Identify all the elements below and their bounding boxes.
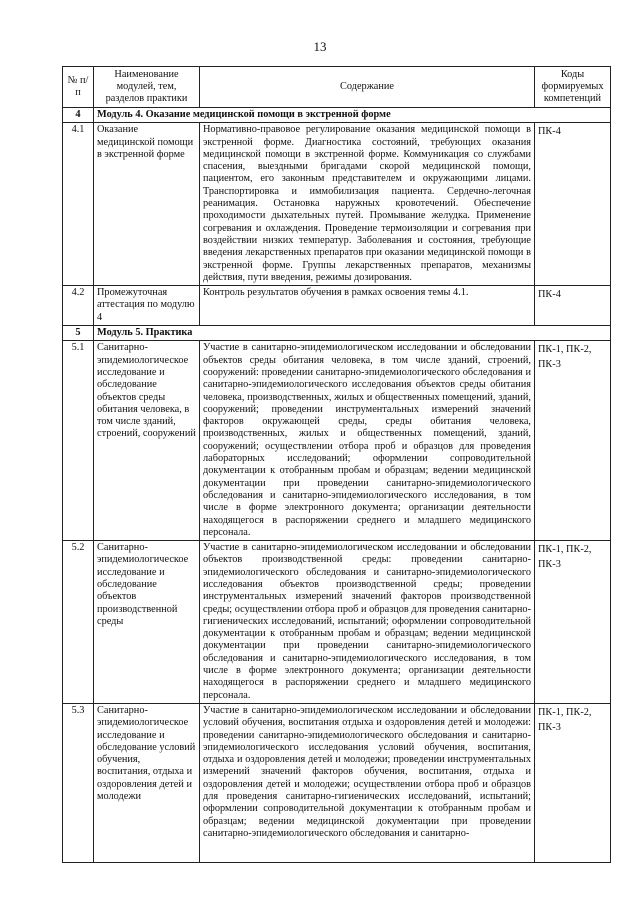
row-codes: ПК-1, ПК-2, ПК-3 xyxy=(535,341,611,541)
module-row xyxy=(63,108,611,123)
row-codes: ПК-1, ПК-2, ПК-3 xyxy=(535,541,611,704)
table-row xyxy=(63,123,611,286)
table-header-row xyxy=(63,67,611,108)
row-content: Контроль результатов обучения в рамках освоения темы 4.1. xyxy=(200,286,535,326)
table-row xyxy=(63,286,611,326)
row-content: Участие в санитарно-эпидемиологическом исследовании и обследовании условий обучения, воспитания отдыха и оздоровления детей и молодежи: проведении санитарно-эпидемиологического обследования и санитарно-эпидемиологического исследования условий обучения, воспитания, отдыха и оздоровления детей и молодежи; проведении инструментальных измерений значений факторов обучения, воспитания, отдыха и оздоровления детей и молодежи; осуществлении отбора проб и образцов для проведения санитарно-гигиенических исследований, испытаний; оформлении сопроводительной документации к отобранным пробам и образцам; ведении медицинской документации при проведении санитарно-эпидемиологического обследования и санитарно- xyxy=(200,703,535,862)
row-name: Санитарно-эпидемиологическое исследование и обследование объектов среды обитания человека, в том числе зданий, строений, сооружений xyxy=(94,341,200,541)
row-name: Оказание медицинской помощи в экстренной форме xyxy=(94,123,200,286)
header-content: Содержание xyxy=(200,67,535,108)
row-num: 5.1 xyxy=(63,341,94,541)
module-title: Модуль 5. Практика xyxy=(94,326,611,341)
table-row xyxy=(63,541,611,704)
module-num: 4 xyxy=(63,108,94,123)
header-codes: Коды формируемых компетенций xyxy=(535,67,611,108)
table-row xyxy=(63,703,611,862)
row-content: Участие в санитарно-эпидемиологическом исследовании и обследовании объектов производственной среды: проведении санитарно-эпидемиологического обследования и санитарно-эпидемиологического исследования объектов производственной среды; проведении инструментальных измерений значений факторов производственной среды; осуществлении отбора проб и образцов для проведения санитарно-гигиенических исследований, испытаний; оформлении сопроводительной документации к отобранным пробам и образцам; ведении медицинской документации при проведении санитарно-эпидемиологического обследования и санитарно-эпидемиологического исследования, в том числе в форме электронного документа; организации деятельности находящегося в распоряжении среднего и младшего медицинского персонала. xyxy=(200,541,535,704)
row-num: 4.2 xyxy=(63,286,94,326)
curriculum-table xyxy=(62,66,611,863)
page-number: 13 xyxy=(313,39,327,54)
row-name: Санитарно-эпидемиологическое исследование и обследование условий обучения, воспитания, отдыха и оздоровления детей и молодежи xyxy=(94,703,200,862)
module-title: Модуль 4. Оказание медицинской помощи в экстренной форме xyxy=(94,108,611,123)
row-num: 4.1 xyxy=(63,123,94,286)
row-name: Промежуточная аттестация по модулю 4 xyxy=(94,286,200,326)
row-codes: ПК-1, ПК-2, ПК-3 xyxy=(535,703,611,862)
row-name: Санитарно-эпидемиологическое исследование и обследование объектов производственной среды xyxy=(94,541,200,704)
row-num: 5.2 xyxy=(63,541,94,704)
header-num: № п/п xyxy=(63,67,94,108)
row-content: Нормативно-правовое регулирование оказания медицинской помощи в экстренной форме. Диагностика состояний, требующих оказания медицинской помощи в экстренной форме. Коммуникация со службами спасения, выездными бригадами скорой медицинской помощи, пациентом, его законным представителем и окружающими лицами. Транспортировка и иммобилизация пациента. Сердечно-легочная реанимация. Остановка наружных кровотечений. Обеспечение проходимости дыхательных путей. Промывание желудка. Применение согревания и охлаждения. Проведение термоизоляции и согревания при воздействии низких температур. Заболевания и состояния, требующие введения лекарственных препаратов при оказании медицинской помощи в экстренной форме. Группы лекарственных препаратов, механизмы действия, пути введения, режимы дозирования. xyxy=(200,123,535,286)
row-content: Участие в санитарно-эпидемиологическом исследовании и обследовании объектов среды обитания человека, в том числе зданий, строений, сооружений: проведении санитарно-эпидемиологического обследования и санитарно-эпидемиологического исследования объектов среды обитания человека, производственных, жилых и общественных помещений, зданий, сооружений; проведении инструментальных измерений значений факторов окружающей среды, среды обитания человека, производственных, жилых и общественных помещений, зданий, сооружений; осуществлении отбора проб и образцов для проведения лабораторных исследований; оформлении сопроводительной документации к отобранным пробам и образцам; ведении медицинской документации при проведении санитарно-эпидемиологического обследования и санитарно-эпидемиологического исследования, в том числе в форме электронного документа; организации деятельности находящегося в распоряжении среднего и младшего медицинского персонала. xyxy=(200,341,535,541)
module-row xyxy=(63,326,611,341)
row-codes: ПК-4 xyxy=(535,123,611,286)
table-row xyxy=(63,341,611,541)
row-num: 5.3 xyxy=(63,703,94,862)
header-name: Наименование модулей, тем, разделов практики xyxy=(94,67,200,108)
row-codes: ПК-4 xyxy=(535,286,611,326)
module-num: 5 xyxy=(63,326,94,341)
